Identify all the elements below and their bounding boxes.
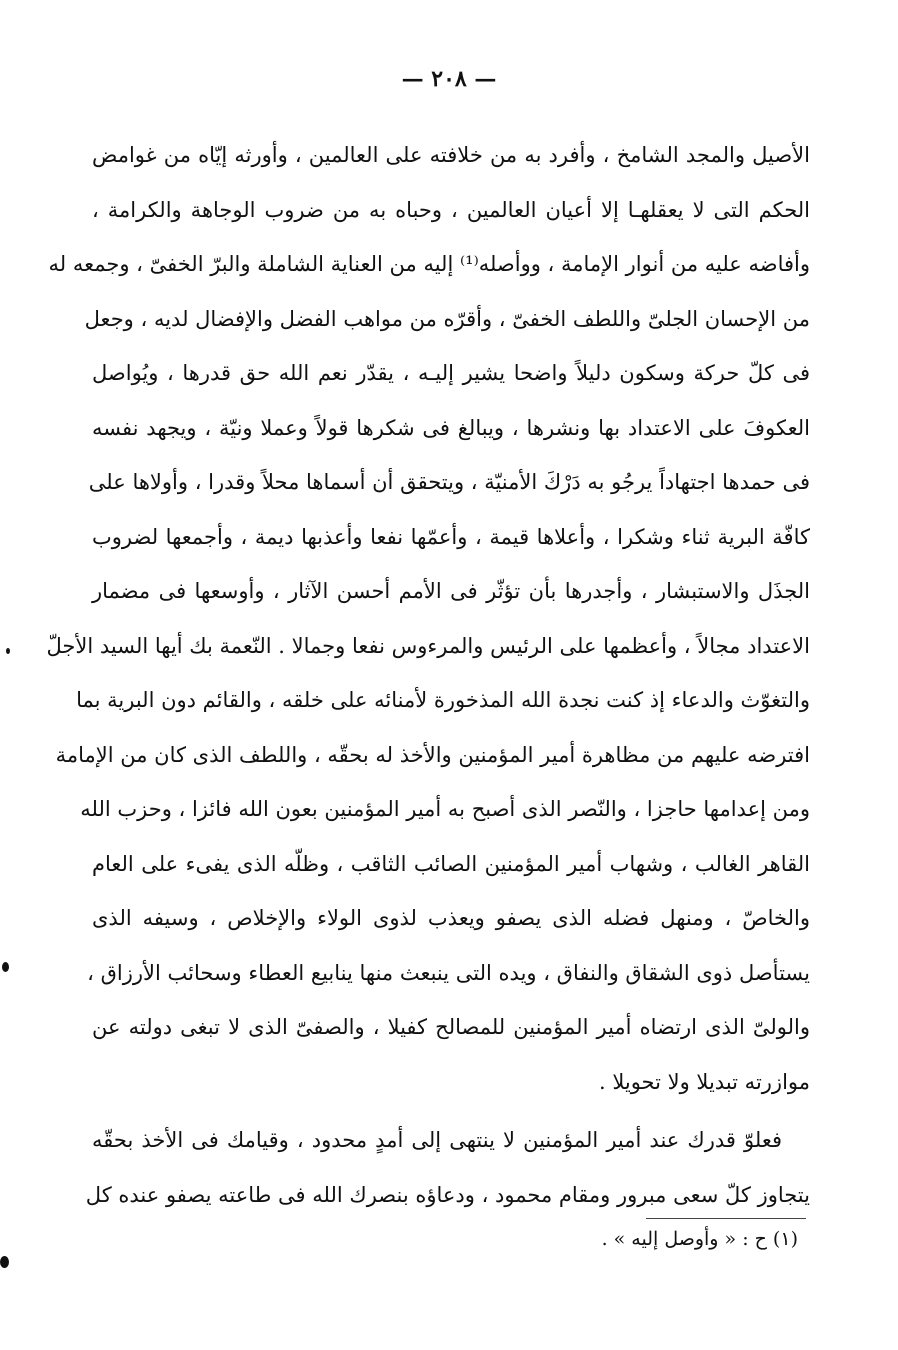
text-line: الاعتداد مجالاً ، وأعظمها على الرئيس والمرءوس نفعا وجمالا . النّعمة بك أيها السيد الأجلّ bbox=[46, 633, 810, 658]
page-number: — ٢٠٨ — bbox=[401, 66, 497, 92]
main-text bbox=[46, 128, 810, 1222]
text-line: وأفاضه عليه من أنوار الإمامة ، ووأصله⁽¹⁾ إليه من العناية الشاملة والبرّ الخفىّ ، وجمعه له bbox=[48, 252, 810, 276]
text-line: العكوفَ على الاعتداد بها ونشرها ، ويبالغ فى شكرها قولاً وعملا ونيّة ، ويجهد نفسه bbox=[92, 415, 810, 440]
text-line: فعلوّ قدرك عند أمير المؤمنين لا ينتهى إلى أمدٍ محدود ، وقيامك فى الأخذ بحقّه bbox=[92, 1128, 782, 1152]
text-line: افترضه عليهم من مظاهرة أمير المؤمنين والأخذ له بحقّه ، واللطف الذى كان من الإمامة bbox=[55, 742, 810, 767]
text-line: والتغوّث والدعاء إذ كنت نجدة الله المذخورة لأمنائه على خلقه ، والقائم دون البرية بما bbox=[76, 688, 810, 712]
footnote: (١) ح : « وأوصل إليه » . bbox=[601, 1228, 798, 1250]
footnote-rule bbox=[646, 1218, 806, 1219]
text-line: الجذَل والاستبشار ، وأجدرها بأن تؤثّر فى الأمم أحسن الآثار ، وأوسعها فى مضمار bbox=[92, 579, 810, 603]
text-line: القاهر الغالب ، وشهاب أمير المؤمنين الصائب الثاقب ، وظلّه الذى يفىء على العام bbox=[92, 851, 810, 876]
text-line: كافّة البرية ثناء وشكرا ، وأعلاها قيمة ، وأعمّها نفعا وأعذبها ديمة ، وأجمعها لضروب bbox=[92, 524, 810, 549]
text-line: الحكم التى لا يعقلهـا إلا أعيان العالمين ، وحباه به من ضروب الوجاهة والكرامة ، bbox=[92, 197, 810, 222]
scan-speck bbox=[0, 1256, 9, 1268]
text-line: والولىّ الذى ارتضاه أمير المؤمنين للمصالح كفيلا ، والصفىّ الذى لا تبغى دولته عن bbox=[92, 1015, 810, 1039]
text-line: من الإحسان الجلىّ واللطف الخفىّ ، وأقرّه من مواهب الفضل والإفضال لديه ، وجعل bbox=[84, 306, 810, 331]
text-line: يستأصل ذوى الشقاق والنفاق ، ويده التى ينبعث منها ينابيع العطاء وسحائب الأرزاق ، bbox=[87, 960, 810, 985]
text-line: فى حمدها اجتهاداً يرجُو به دَرْكَ الأمنيّة ، ويتحقق أن أسماها محلاً وقدرا ، وأولاها على bbox=[88, 470, 810, 494]
text-line: ومن إعدامها حاجزا ، والنّصر الذى أصبح به أمير المؤمنين بعون الله فائزا ، وحزب الله bbox=[80, 797, 810, 821]
text-line: فى كلّ حركة وسكون دليلاً واضحا يشير إليـه ، يقدّر نعم الله حق قدرها ، ويُواصل bbox=[92, 361, 810, 385]
scan-speck bbox=[2, 962, 9, 972]
text-line: والخاصّ ، ومنهل فضله الذى يصفو ويعذب لذوى الولاء والإخلاص ، وسيفه الذى bbox=[92, 906, 810, 930]
text-line: موازرته تبديلا ولا تحويلا . bbox=[598, 1069, 810, 1094]
text-line: يتجاوز كلّ سعى مبرور ومقام محمود ، ودعاؤه بنصرك الله فى طاعته يصفو عنده كل bbox=[85, 1182, 810, 1207]
scan-speck bbox=[6, 648, 10, 654]
text-line: الأصيل والمجد الشامخ ، وأفرد به من خلافته على العالمين ، وأورثه إيّاه من غوامض bbox=[92, 143, 810, 167]
